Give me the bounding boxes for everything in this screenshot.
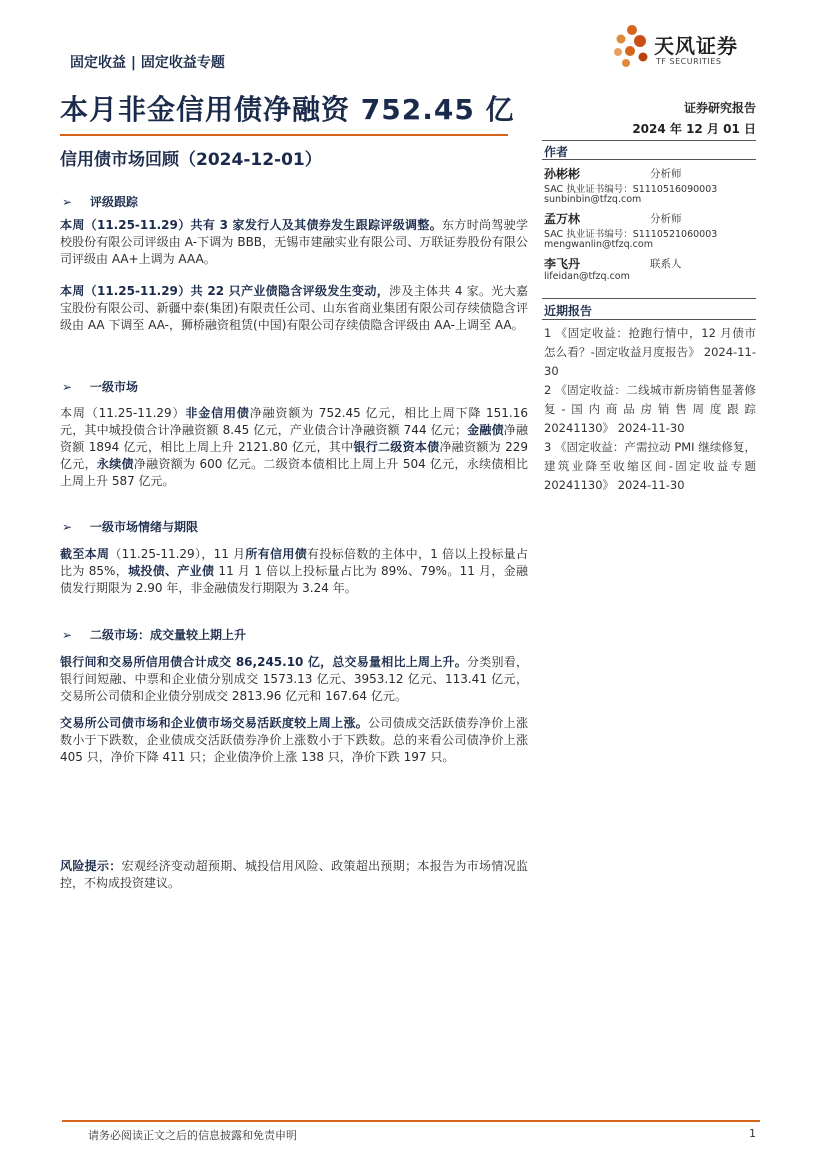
sidebar-divider <box>542 298 756 299</box>
footer-divider <box>62 1120 760 1122</box>
logo-chinese-name: 天风证券 <box>654 34 738 58</box>
author-email[interactable]: mengwanlin@tfzq.com <box>544 239 653 250</box>
recent-report-title[interactable]: 《固定收益：抢跑行情中，12 月债市怎么看？-固定收益月度报告》 <box>544 326 756 359</box>
author-role: 分析师 <box>650 213 682 225</box>
recent-report-date: 2024-11-30 <box>617 421 685 435</box>
title-divider <box>60 134 508 136</box>
author-name: 孟万林 <box>544 212 581 226</box>
page-title: 本月非金信用债净融资 752.45 亿 <box>60 93 515 126</box>
sidebar-divider <box>542 319 756 320</box>
recent-report-item[interactable] <box>544 381 756 438</box>
recent-report-number: 2 <box>544 383 552 397</box>
risk-label: 风险提示： <box>60 859 122 873</box>
recent-report-title[interactable]: 《固定收益：产需拉动 PMI 继续修复，建筑业降至收缩区间-固定收益专题 20241130》 <box>544 440 757 492</box>
recent-report-date: 2024-11-30 <box>544 345 756 378</box>
author-name: 孙彬彬 <box>544 167 581 181</box>
arrow-bullet-icon: ➢ <box>62 628 73 642</box>
arrow-bullet-icon: ➢ <box>62 380 73 394</box>
arrow-bullet-icon: ➢ <box>62 520 73 534</box>
recent-report-item[interactable] <box>544 438 756 495</box>
section-heading-rating: ➢ 评级跟踪 <box>62 195 139 209</box>
author-role: 联系人 <box>650 258 682 270</box>
report-date: 2024 年 12 月 01 日 <box>632 122 756 136</box>
author-role: 分析师 <box>650 168 682 180</box>
report-type: 证券研究报告 <box>683 101 756 115</box>
section-heading-sentiment: ➢ 一级市场情绪与期限 <box>62 520 199 534</box>
author-cert: SAC 执业证书编号：S1110516090003 <box>544 184 718 195</box>
author-email[interactable]: sunbinbin@tfzq.com <box>544 194 642 205</box>
primary-market-paragraph: 本周（11.25-11.29）非金信用债净融资额为 752.45 亿元，相比上周下降 151.16 元，其中城投债合计净融资额 8.45 亿元，产业债合计净融资额 744 亿元；金融债净融资额 1894 亿元，相比上周上升 2121.80 亿元，其中银行二级资本债净融资额为 229 亿元，永续债净融资额为 600 亿元。二级资本债相比上周上升 504 亿元，永续债相比上周上升 587 亿元。 <box>60 406 528 488</box>
report-category: 固定收益 | 固定收益专题 <box>70 55 225 71</box>
sentiment-paragraph: 截至本周（11.25-11.29），11 月所有信用债有投标倍数的主体中，1 倍以上投标量占比为 85%，城投债、产业债 11 月 1 倍以上投标量占比为 89%、79%。11 月，金融债发行期限为 2.90 年，非金融债发行期限为 3.24 年。 <box>60 547 528 595</box>
authors-heading: 作者 <box>544 145 569 159</box>
author-name: 李飞丹 <box>544 257 581 271</box>
section-heading-primary-market: ➢ 一级市场 <box>62 380 139 394</box>
recent-reports-heading: 近期报告 <box>544 304 593 318</box>
arrow-bullet-icon: ➢ <box>62 195 73 209</box>
recent-report-item[interactable] <box>544 324 756 381</box>
rating-paragraph-1: 本周（11.25-11.29）共有 3 家发行人及其债券发生跟踪评级调整。东方时尚驾驶学校股份有限公司评级由 A-下调为 BBB，无锡市建融实业有限公司、万联证券股份有限公司评级由 AA+上调为 AAA。 <box>60 218 528 266</box>
recent-report-number: 1 <box>544 326 552 340</box>
sidebar-divider <box>542 140 756 141</box>
author-email[interactable]: lifeidan@tfzq.com <box>544 271 630 282</box>
page-number: 1 <box>749 1127 756 1140</box>
section-heading-secondary-market: ➢ 二级市场：成交量较上期上升 <box>62 628 247 642</box>
secondary-market-paragraph-2: 交易所公司债市场和企业债市场交易活跃度较上周上涨。公司债成交活跃债券净价上涨数小于下跌数，企业债成交活跃债券净价上涨数小于下跌数。总的来看公司债净价上涨 405 只，净价下降 411 只；企业债净价上涨 138 只，净价下跌 197 只。 <box>60 716 528 764</box>
rating-paragraph-2: 本周（11.25-11.29）共 22 只产业债隐含评级发生变动，涉及主体共 4 家。光大嘉宝股份有限公司、新疆中泰(集团)有限责任公司、山东省商业集团有限公司存续债隐含评级由 AA 下调至 AA-，狮桥融资租赁(中国)有限公司存续债隐含评级由 AA-上调至 AA。 <box>60 284 529 332</box>
page-subtitle: 信用债市场回顾（2024-12-01） <box>60 150 322 170</box>
author-cert: SAC 执业证书编号：S1110521060003 <box>544 229 718 240</box>
company-logo <box>610 24 760 72</box>
secondary-market-paragraph-1: 银行间和交易所信用债合计成交 86,245.10 亿，总交易量相比上周上升。分类别看，银行间短融、中票和企业债分别成交 1573.13 亿元、3953.12 亿元、113.41 亿元，交易所公司债和企业债分别成交 2813.96 亿元和 167.64 亿元。 <box>60 655 528 703</box>
footer-disclaimer[interactable]: 请务必阅读正文之后的信息披露和免责申明 <box>88 1129 297 1142</box>
recent-report-date: 2024-11-30 <box>617 478 685 492</box>
logo-mark-icon <box>610 24 650 70</box>
sidebar-divider <box>542 159 756 160</box>
recent-report-title[interactable]: 《固定收益：二线城市新房销售显著修复-国内商品房销售周度跟踪20241130》 <box>544 383 757 435</box>
recent-report-number: 3 <box>544 440 552 454</box>
logo-english-name: TF SECURITIES <box>656 57 722 66</box>
risk-warning: 风险提示：宏观经济变动超预期、城投信用风险、政策超出预期；本报告为市场情况监控，不构成投资建议。 <box>60 859 528 890</box>
